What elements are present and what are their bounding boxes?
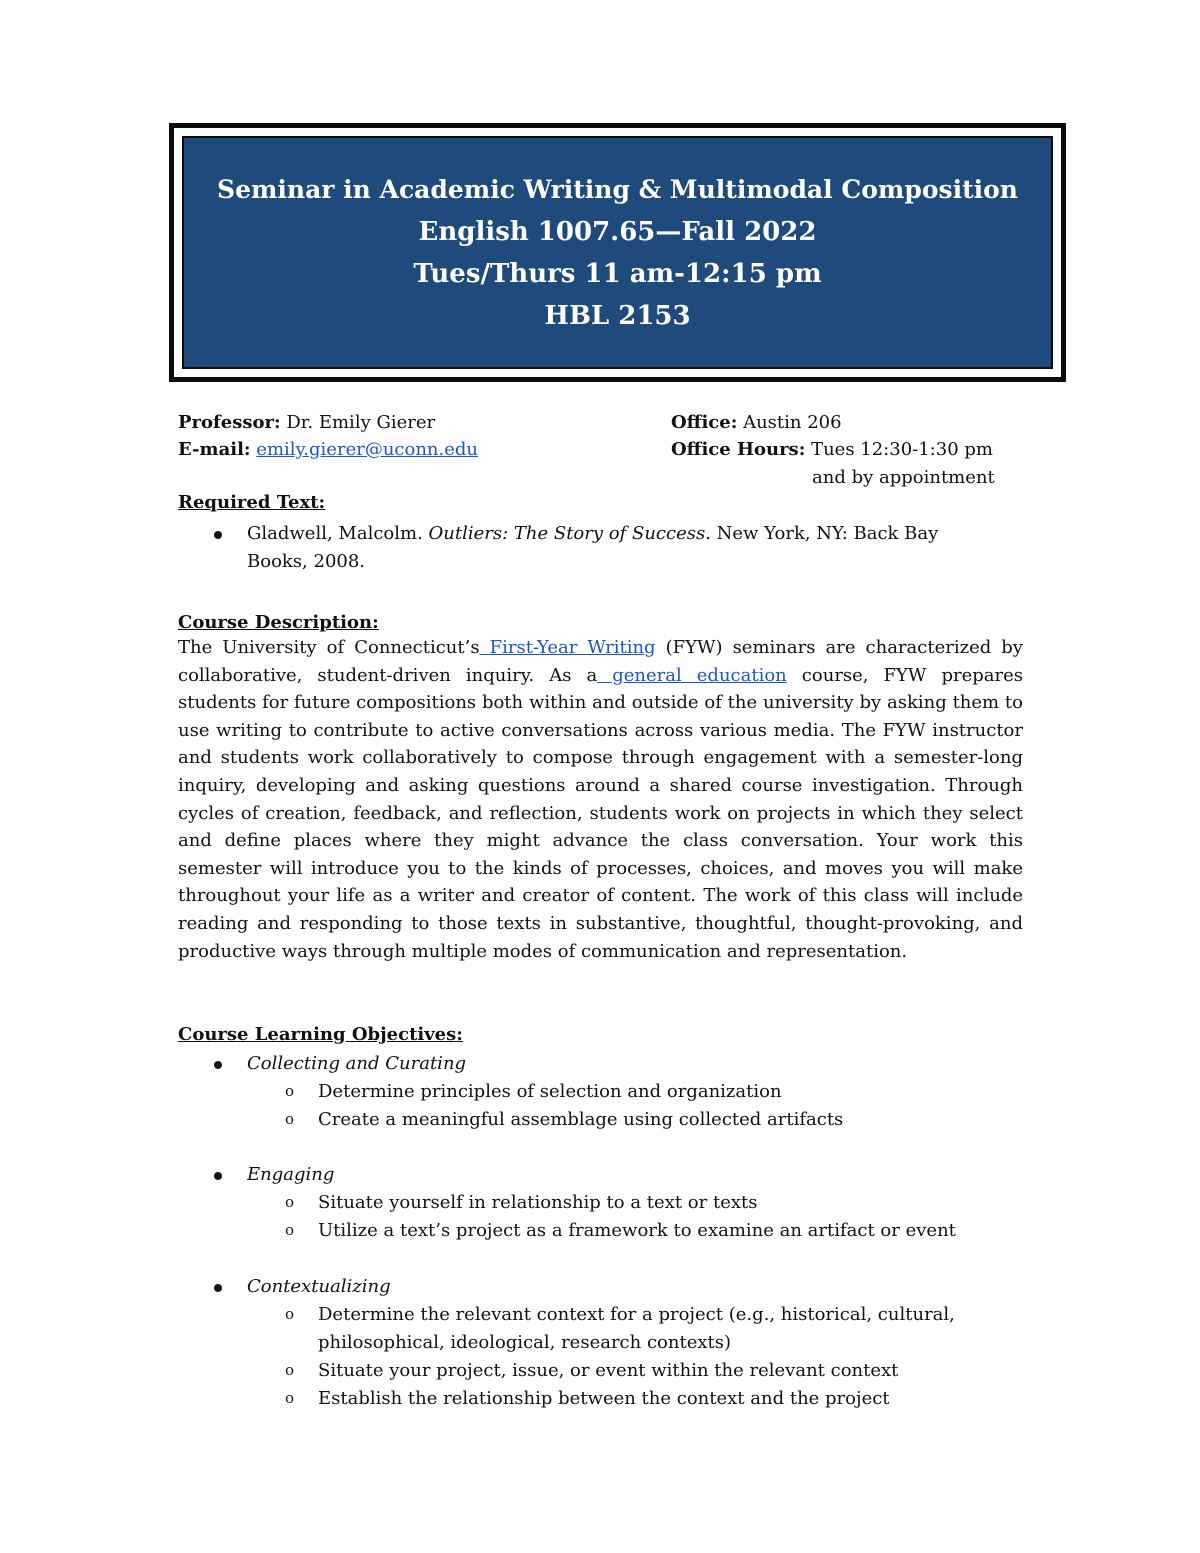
office-label: Office: xyxy=(671,412,738,433)
citation-continued: Books, 2008. xyxy=(247,551,366,572)
professor-name: Dr. Emily Gierer xyxy=(280,412,436,433)
citation-publisher: . New York, NY: Back Bay xyxy=(705,523,939,544)
course-title: Seminar in Academic Writing & Multimodal Composition xyxy=(217,174,1018,204)
circle-bullet-icon: o xyxy=(285,1221,295,1239)
email-link[interactable]: emily.gierer@uconn.edu xyxy=(256,439,479,460)
circle-bullet-icon: o xyxy=(285,1193,295,1211)
office-hours-time: Tues 12:30-1:30 pm xyxy=(805,439,993,460)
course-description-heading: Course Description: xyxy=(178,612,379,633)
course-schedule: Tues/Thurs 11 am-12:15 pm xyxy=(413,258,822,289)
course-header-panel xyxy=(182,136,1053,369)
office-hours-line xyxy=(671,436,993,464)
office-hours-label: Office Hours: xyxy=(671,439,806,460)
bullet-dot-icon xyxy=(214,531,222,539)
required-text-citation xyxy=(247,520,938,548)
circle-bullet-icon: o xyxy=(285,1082,295,1100)
email-label: E-mail: xyxy=(178,439,251,460)
general-education-link[interactable]: general education xyxy=(597,664,787,686)
circle-bullet-icon: o xyxy=(285,1389,295,1407)
bullet-dot-icon xyxy=(214,1284,222,1292)
email-line xyxy=(178,436,478,464)
bullet-dot-icon xyxy=(214,1172,222,1180)
professor-line xyxy=(178,409,435,437)
course-header-box xyxy=(169,123,1066,382)
required-text-heading: Required Text: xyxy=(178,492,326,513)
objectives-heading: Course Learning Objectives: xyxy=(178,1024,463,1045)
course-room: HBL 2153 xyxy=(544,300,691,331)
description-lead: The University of Connecticut’s xyxy=(178,637,480,658)
objective-title-engaging: Engaging xyxy=(247,1164,335,1185)
objective-item: Determine the relevant context for a project (e.g., historical, cultural, xyxy=(318,1304,955,1325)
description-mid: (FYW) seminars are characterized by collaborative, student-driven inquiry. As a xyxy=(178,637,1023,686)
objective-group-title xyxy=(247,1273,391,1301)
description-rest: course, FYW prepares students for future compositions both within and outside of the university by asking them to use writing to contribute to active conversations across various media. The FYW instructor and students work collaboratively to compose through engagement with a semester-long inquiry, developing and asking questions around a shared course investigation. Through cycles of creation, feedback, and reflection, students work on projects in which they select and define places where they might advance the class conversation. Your work this semester will introduce you to the kinds of processes, choices, and moves you will make throughout your life as a writer and creator of content. The work of this class will include reading and responding to those texts in substantive, thoughtful, thought-provoking, and productive ways through multiple modes of communication and representation. xyxy=(178,664,1023,962)
objective-group-title xyxy=(247,1050,466,1078)
citation-author: Gladwell, Malcolm. xyxy=(247,523,429,544)
objective-item: Establish the relationship between the context and the project xyxy=(318,1388,890,1409)
course-code: English 1007.65—Fall 2022 xyxy=(418,216,817,247)
objective-item-continued: philosophical, ideological, research contexts) xyxy=(318,1332,731,1353)
office-hours-extra: and by appointment xyxy=(812,467,995,488)
office-location: Austin 206 xyxy=(737,412,842,433)
objective-title-collecting: Collecting and Curating xyxy=(247,1053,467,1074)
first-year-writing-link[interactable]: First-Year Writing xyxy=(479,637,656,658)
course-description-paragraph xyxy=(178,634,1023,965)
circle-bullet-icon: o xyxy=(285,1305,295,1323)
circle-bullet-icon: o xyxy=(285,1361,295,1379)
objective-item: Situate your project, issue, or event within the relevant context xyxy=(318,1360,899,1381)
objective-title-contextualizing: Contextualizing xyxy=(247,1276,391,1297)
office-line xyxy=(671,409,842,437)
objective-item: Determine principles of selection and organization xyxy=(318,1081,782,1102)
objective-item: Situate yourself in relationship to a text or texts xyxy=(318,1192,758,1213)
professor-label: Professor: xyxy=(178,412,281,433)
objective-group-title xyxy=(247,1161,334,1189)
bullet-dot-icon xyxy=(214,1061,222,1069)
objective-item: Utilize a text’s project as a framework to examine an artifact or event xyxy=(318,1220,956,1241)
objective-item: Create a meaningful assemblage using collected artifacts xyxy=(318,1109,844,1130)
book-title: Outliers: The Story of Success xyxy=(428,523,706,544)
circle-bullet-icon: o xyxy=(285,1110,295,1128)
